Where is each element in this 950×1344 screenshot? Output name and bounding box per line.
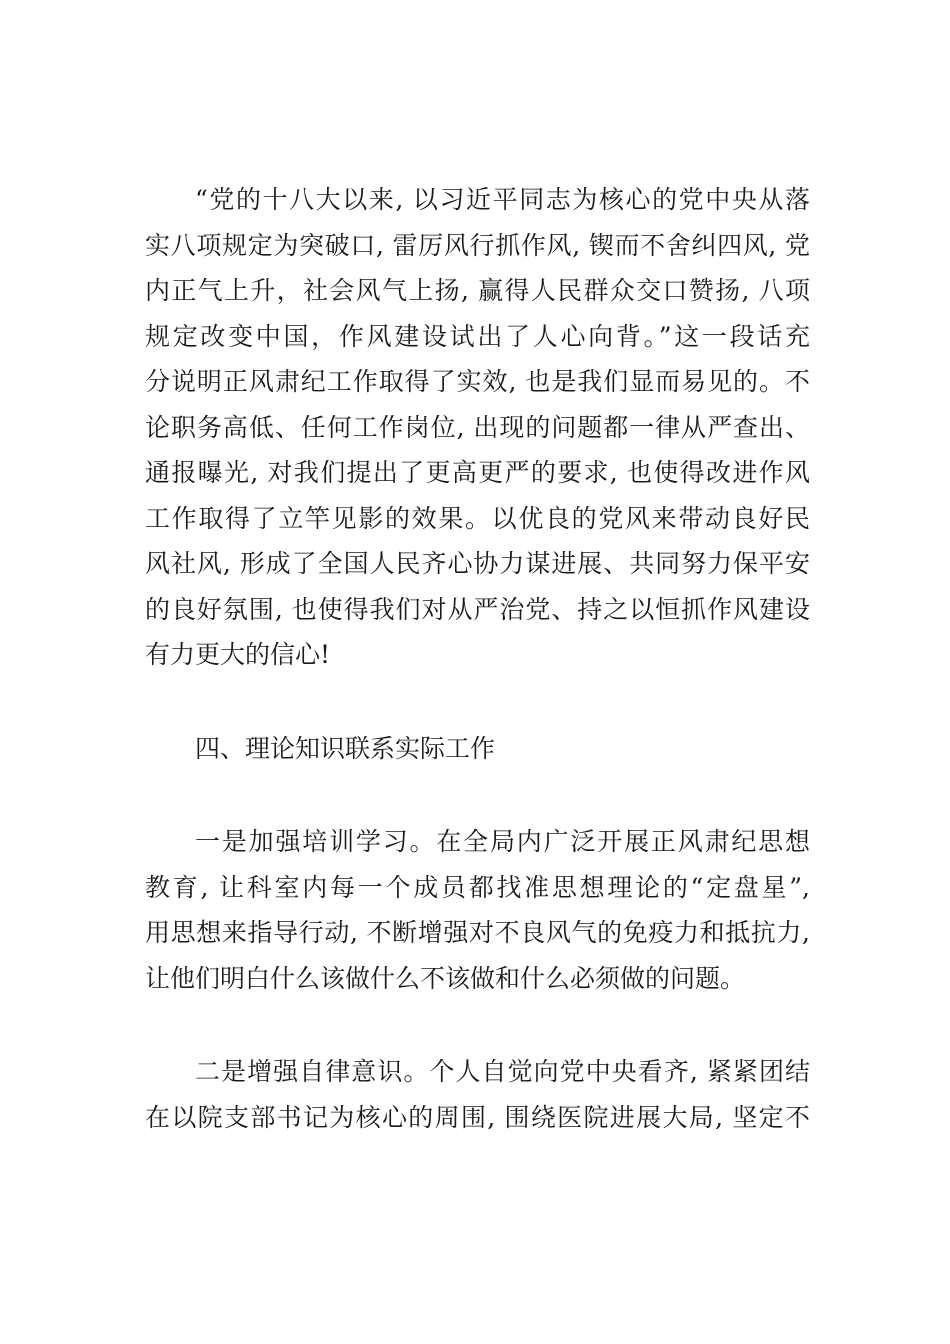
section-heading: 四、理论知识联系实际工作 — [195, 733, 496, 763]
paragraph-line: 风社风, 形成了全国人民齐心协力谋进展、共同努力保平安 — [145, 549, 810, 578]
paragraph-line: 二是增强自律意识。个人自觉向党中央看齐, 紧紧团结 — [195, 1057, 810, 1086]
paragraph-line: 实八项规定为突破口, 雷厉风行抓作风, 锲而不舍纠四风, 党 — [145, 230, 810, 260]
paragraph-line: 一是加强培训学习。在全局内广泛开展正风肃纪思想 — [195, 827, 810, 856]
paragraph-party-conduct — [145, 177, 810, 678]
paragraph-training — [145, 819, 810, 1001]
paragraph-spacer — [145, 678, 810, 726]
paragraph-line: 工作取得了立竿见影的效果。以优良的党风来带动良好民 — [145, 503, 810, 533]
paragraph-self-discipline — [145, 1049, 810, 1140]
paragraph-line: 论职务高低、任何工作岗位, 出现的问题都一律从严查出、 — [145, 412, 810, 442]
paragraph-line: 教育, 让科室内每一个成员都找准思想理论的“定盘星”, — [145, 872, 810, 902]
paragraph-line: 通报曝光, 对我们提出了更高更严的要求, 也使得改进作风 — [145, 458, 810, 487]
paragraph-line: 规定改变中国，作风建设试出了人心向背。”这一段话充 — [145, 321, 810, 351]
paragraph-line: 用思想来指导行动, 不断增强对不良风气的免疫力和抵抗力, — [145, 918, 810, 947]
paragraph-line: 有力更大的信心! — [145, 640, 331, 669]
paragraph-line: 让他们明白什么该做什么不该做和什么必须做的问题。 — [145, 963, 746, 993]
document-body — [145, 177, 810, 1140]
paragraph-line: 分说明正风肃纪工作取得了实效, 也是我们显而易见的。不 — [145, 367, 810, 396]
paragraph-spacer — [145, 771, 810, 819]
paragraph-line: 的良好氛围, 也使得我们对从严治党、持之以恒抓作风建设 — [145, 594, 810, 624]
paragraph-line: 在以院支部书记为核心的周围, 围绕医院进展大局, 坚定不 — [145, 1102, 810, 1132]
paragraph-spacer — [145, 1001, 810, 1049]
paragraph-line: “党的十八大以来, 以习近平同志为核心的党中央从落 — [195, 185, 810, 214]
paragraph-line: 内正气上升，社会风气上扬, 赢得人民群众交口赞扬, 八项 — [145, 276, 810, 305]
